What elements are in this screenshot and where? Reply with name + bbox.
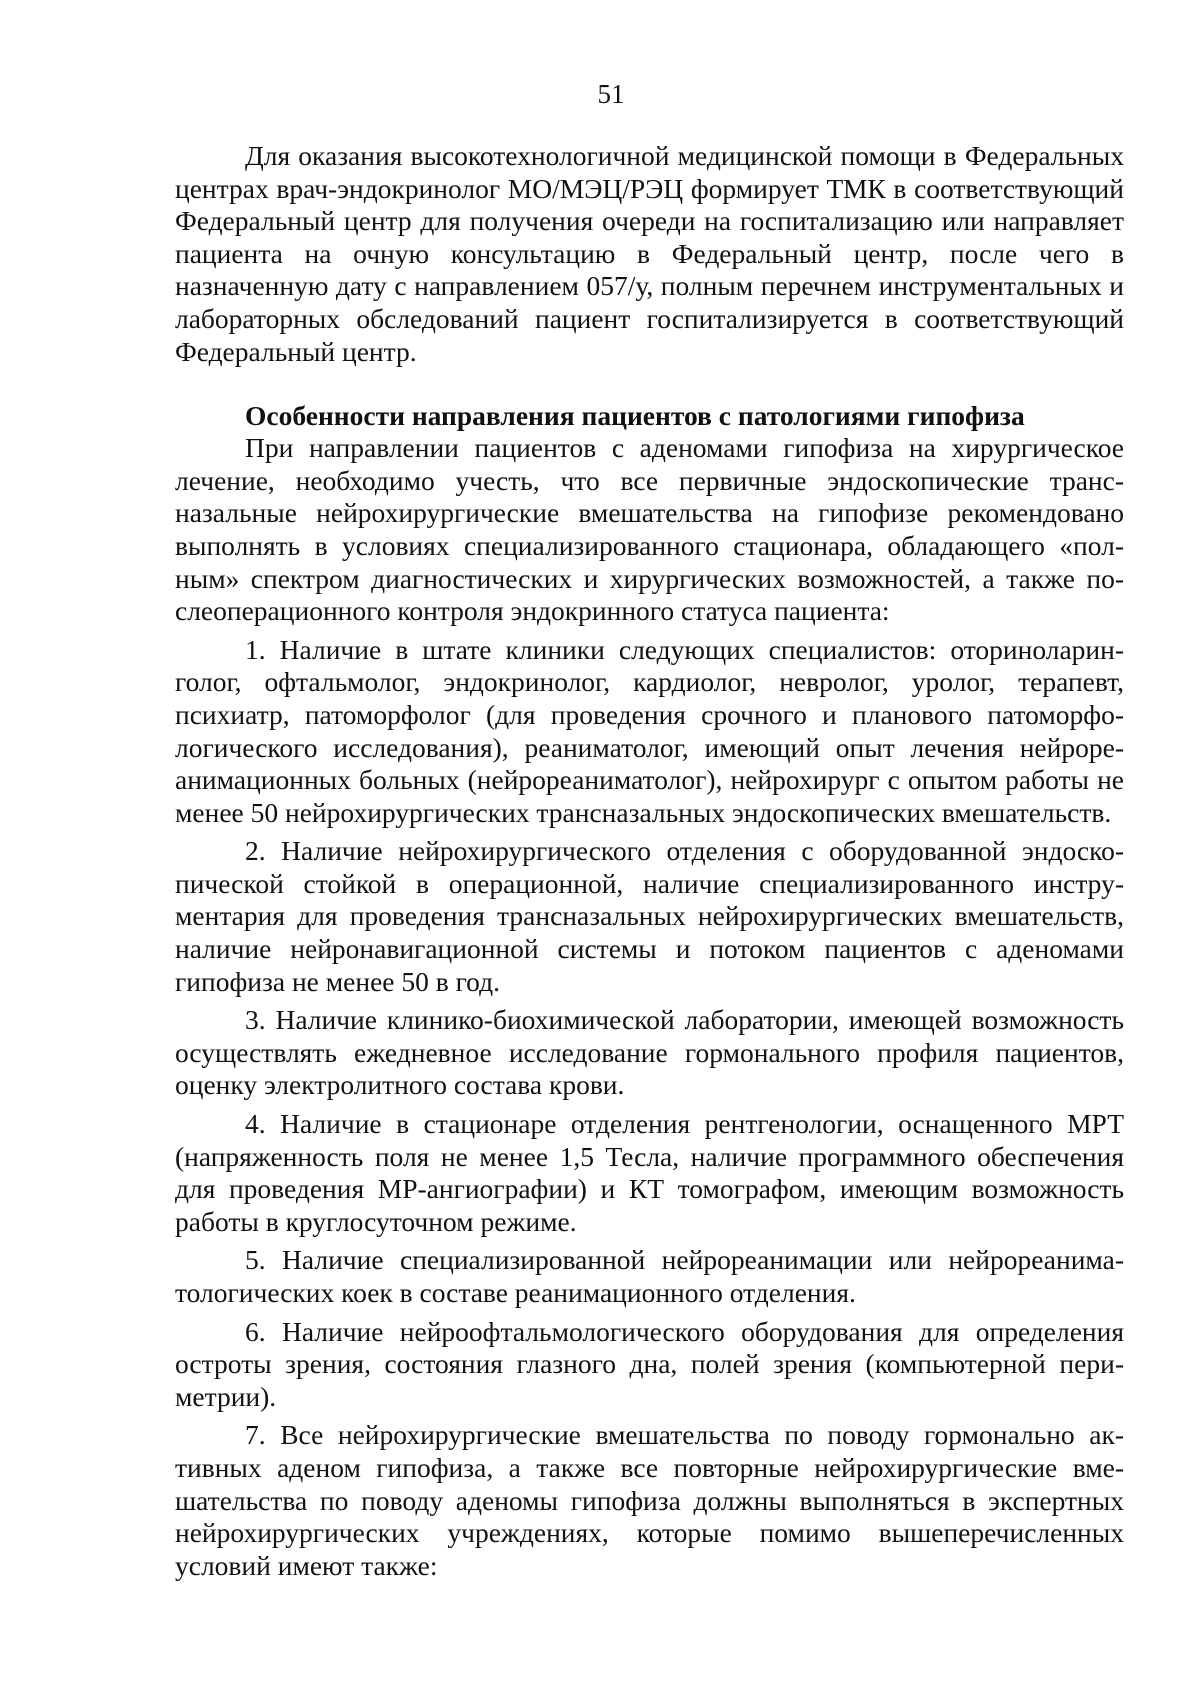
intro-paragraph: Для оказания высокотехнологичной медицинской помощи в Федеральных центрах врач-эндокринолог МО/МЭЦ/РЭЦ формирует ТМК в соответствующий Федеральный центр для получения очереди на госпитализацию или направляет пациента на очную консультацию в Федеральный центр, после чего в назначенную дату с направлением 057/у, полным перечнем инструментальных и лабораторных обследований пациент госпитализируется в соответствующий Федеральный центр. xyxy=(175,140,1124,367)
section-heading: Особенности направления пациентов с патологиями гипофиза xyxy=(245,400,1025,432)
list-item-5: 5. Наличие специализированной нейрореанимации или нейрореаниматологических коек в составе реанимационного отделения. xyxy=(175,1244,1124,1308)
list-item-2: 2. Наличие нейрохирургического отделения с оборудованной эндоскопической стойкой в операционной, наличие специализированного инструментария для проведения трансназальных нейрохирургических вмешательств, наличие нейронавигационной системы и потоком пациентов с аденомами гипофиза не менее 50 в год. xyxy=(175,835,1124,997)
list-item-7: 7. Все нейрохирургические вмешательства по поводу гормонально активных аденом гипофиза, а также все повторные нейрохирургические вмешательства по поводу аденомы гипофиза должны выполняться в экспертных нейрохирургических учреждениях, которые помимо вышеперечисленных условий имеют также: xyxy=(175,1419,1124,1581)
page-content xyxy=(175,140,1124,1582)
list-item-3: 3. Наличие клинико-биохимической лаборатории, имеющей возможность осуществлять ежедневное исследование гормонального профиля пациентов, оценку электролитного состава крови. xyxy=(175,1004,1124,1101)
page-number: 51 xyxy=(597,79,625,109)
list-item-4: 4. Наличие в стационаре отделения рентгенологии, оснащенного МРТ (напряженность поля не менее 1,5 Тесла, наличие программного обеспечения для проведения МР-ангиографии) и КТ томографом, имеющим возможность работы в круглосуточном режиме. xyxy=(175,1108,1124,1237)
list-item-1: 1. Наличие в штате клиники следующих специалистов: оториноларинголог, офтальмолог, эндокринолог, кардиолог, невролог, уролог, терапевт, психиатр, патоморфолог (для проведения срочного и планового патоморфологического исследования), реаниматолог, имеющий опыт лечения нейрореанимационных больных (нейрореаниматолог), нейрохирург с опытом работы не менее 50 нейрохирургических трансназальных эндоскопических вмешательств. xyxy=(175,633,1124,828)
section-lead-paragraph: При направлении пациентов с аденомами гипофиза на хирургическое лечение, необходимо учесть, что все первичные эндоскопические трансназальные нейрохирургические вмешательства на гипофизе рекомендовано выполнять в условиях специализированного стационара, обладающего «полным» спектром диагностических и хирургических возможностей, а также послеоперационного контроля эндокринного статуса пациента: xyxy=(175,432,1124,627)
list-item-6: 6. Наличие нейроофтальмологического оборудования для определения остроты зрения, состояния глазного дна, полей зрения (компьютерной периметрии). xyxy=(175,1315,1124,1412)
